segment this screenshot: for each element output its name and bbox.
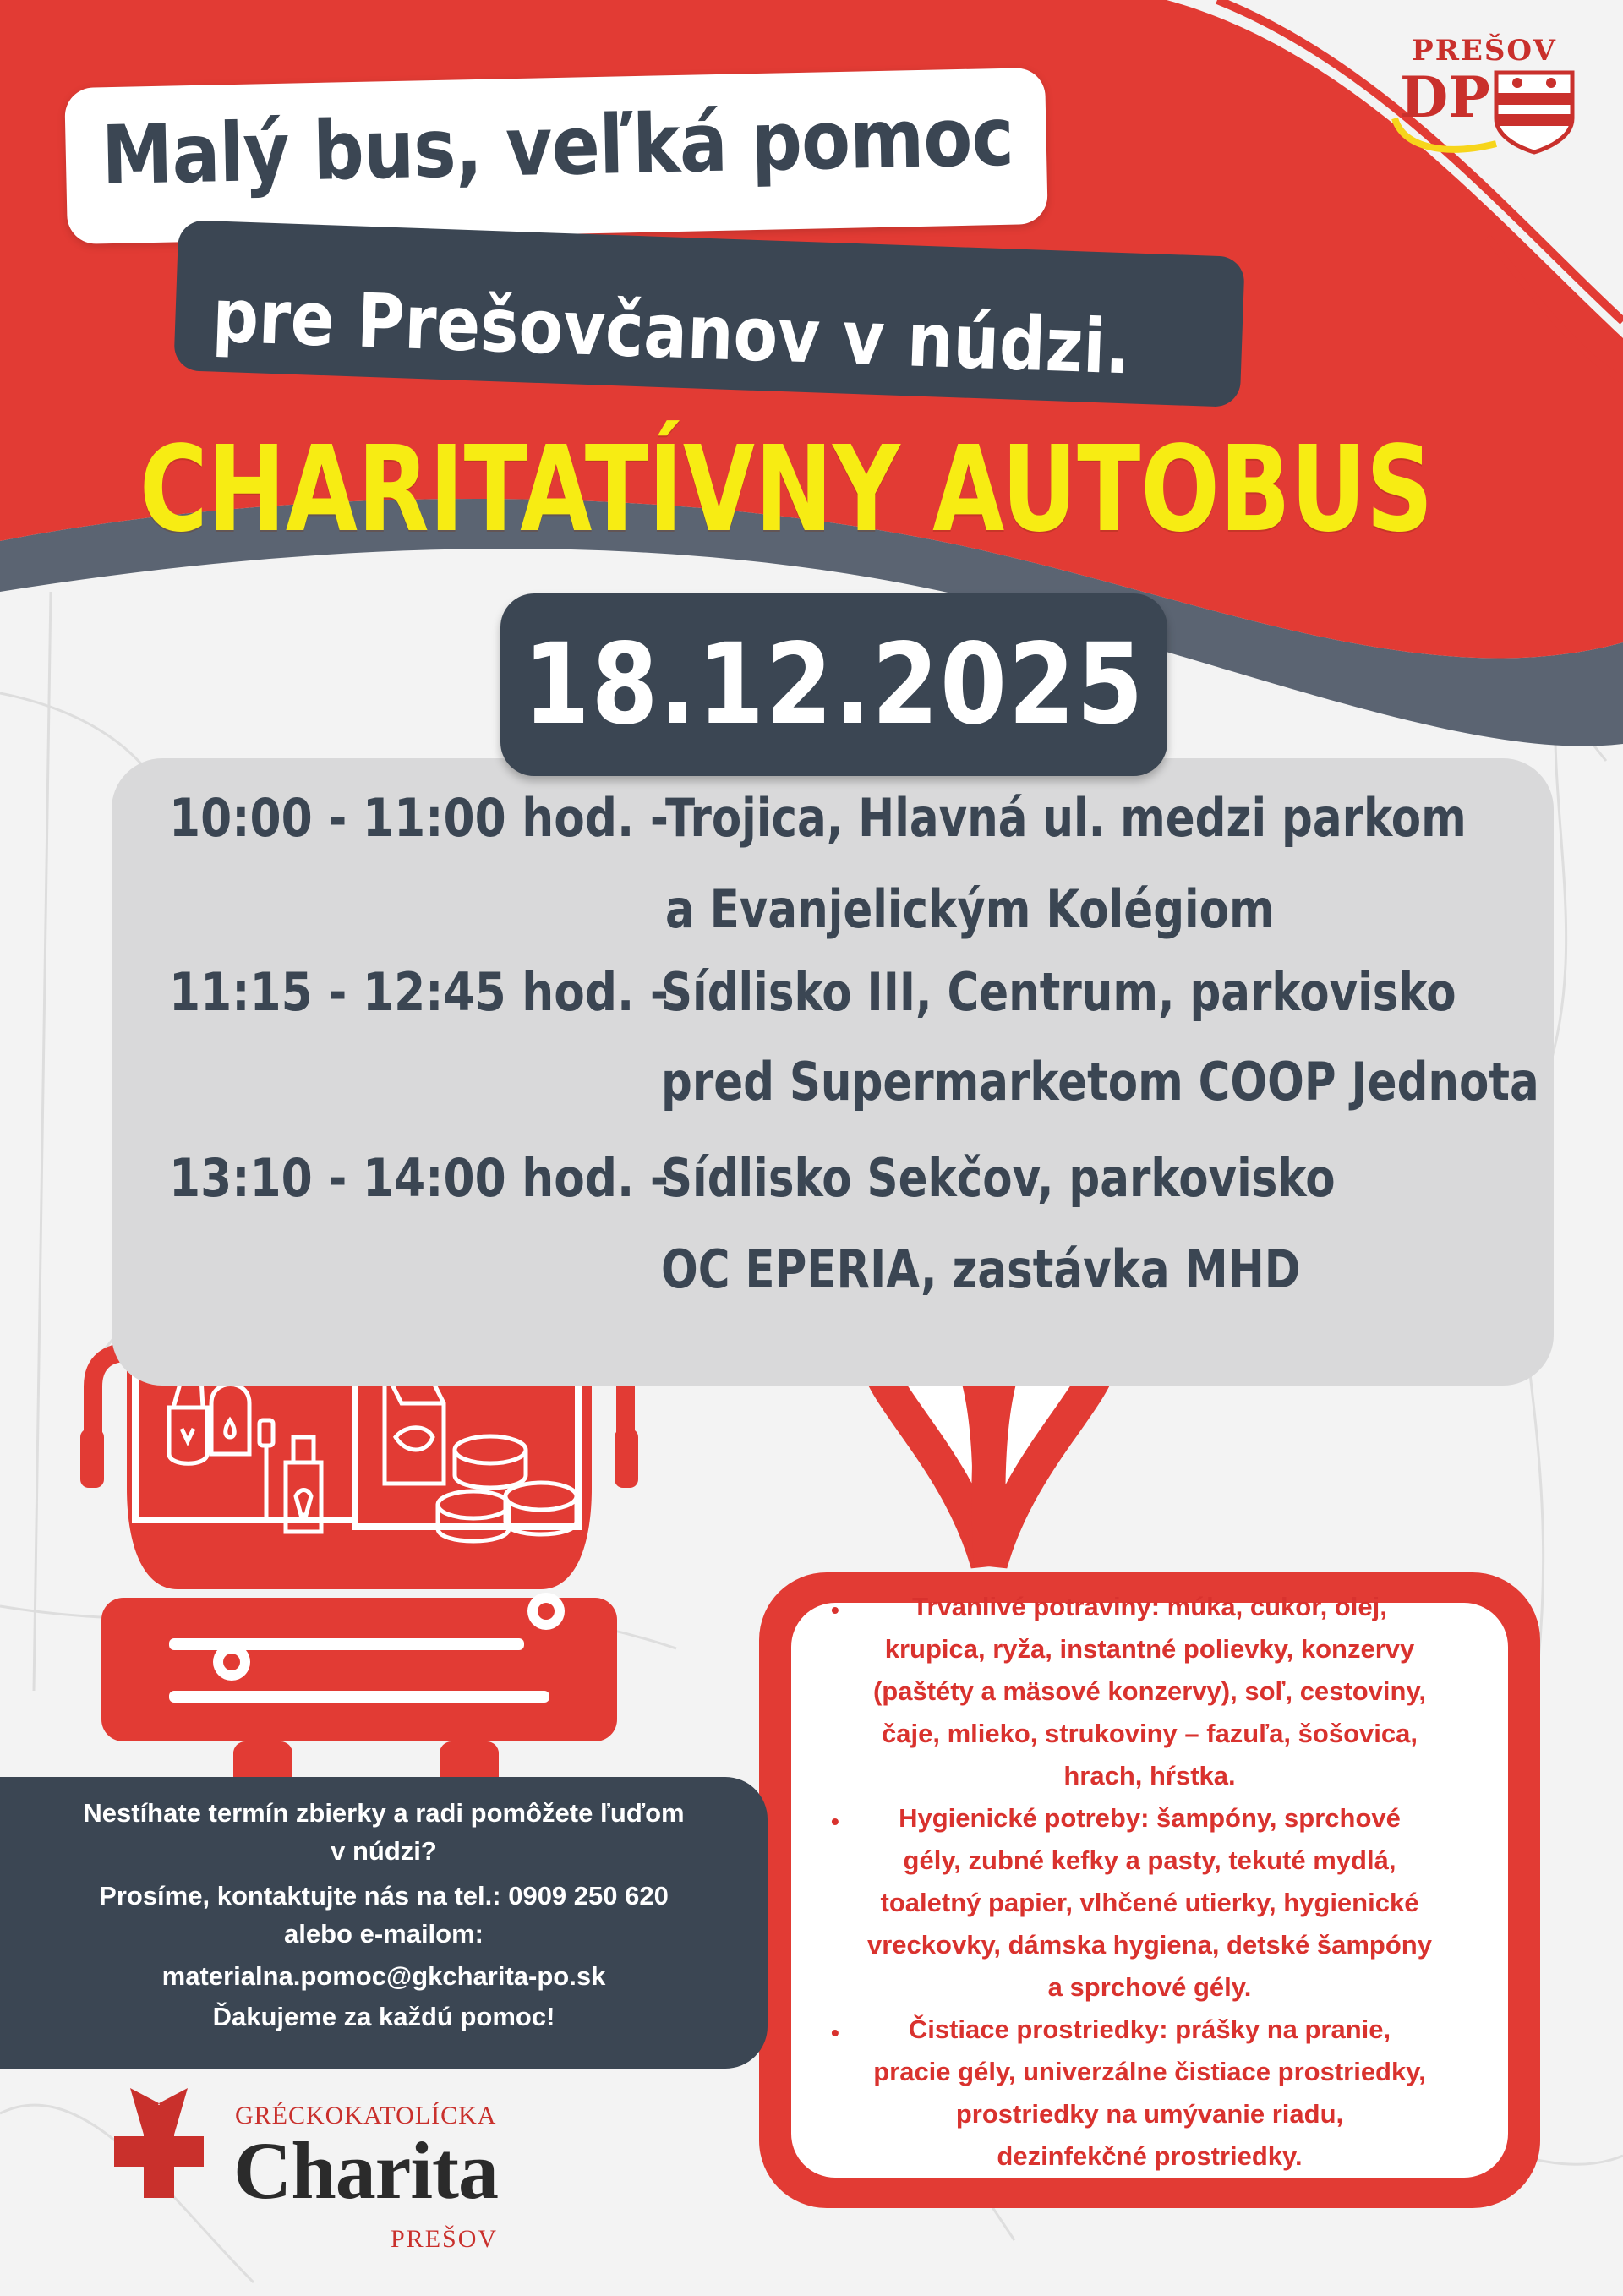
logo-dp-text: DP: [1400, 64, 1490, 130]
donation-line: Trvanlivé potraviny: múka, cukor, olej,: [912, 1592, 1387, 1621]
charita-prefix: GRÉCKOKATOLÍCKA: [235, 2102, 497, 2129]
donation-line: prostriedky na umývanie riadu,: [955, 2099, 1344, 2129]
donation-line: hrach, hŕstka.: [1063, 1761, 1236, 1790]
schedule-place: OC EPERIA, zastávka MHD: [661, 1238, 1301, 1300]
schedule-time: 11:15 - 12:45 hod. -: [169, 961, 669, 1023]
schedule-place: pred Supermarketom COOP Jednota: [661, 1051, 1539, 1112]
schedule-place: a Evanjelickým Kolégiom: [665, 878, 1275, 940]
bullet-icon: •: [831, 1597, 839, 1623]
donation-line: a sprchové gély.: [1047, 1972, 1252, 2002]
title-line1: Malý bus, veľká pomoc: [101, 89, 1014, 203]
schedule-time: 10:00 - 11:00 hod. -: [169, 787, 669, 849]
charita-city: PREŠOV: [391, 2225, 499, 2253]
donation-line: Hygienické potreby: šampóny, sprchové: [899, 1803, 1401, 1833]
donation-line: gély, zubné kefky a pasty, tekuté mydlá,: [903, 1845, 1396, 1875]
logo-city-text: PREŠOV: [1412, 34, 1557, 68]
title-line2: pre Prešovčanov v núdzi.: [210, 271, 1132, 391]
contact-line: alebo e-mailom:: [284, 1919, 484, 1949]
donation-line: vreckovky, dámska hygiena, detské šampóny: [867, 1930, 1432, 1960]
contact-email[interactable]: materialna.pomoc@gkcharita-po.sk: [161, 1961, 606, 1991]
donation-line: toaletný papier, vlhčené utierky, hygienické: [880, 1888, 1419, 1917]
bullet-icon: •: [831, 2020, 839, 2046]
bullet-icon: •: [831, 1808, 839, 1834]
schedule-place: Trojica, Hlavná ul. medzi parkom: [665, 787, 1467, 849]
contact-line: v núdzi?: [331, 1836, 437, 1866]
donation-line: krupica, ryža, instantné polievky, konzervy: [884, 1634, 1415, 1664]
dp-presov-logo: [1383, 32, 1586, 180]
donation-line: čaje, mlieko, strukoviny – fazuľa, šošovica,: [882, 1719, 1418, 1748]
donation-line: Čistiace prostriedky: prášky na pranie,: [908, 2014, 1391, 2044]
headline: CHARITATÍVNY AUTOBUS: [139, 421, 1434, 559]
schedule-time: 13:10 - 14:00 hod. -: [169, 1147, 669, 1209]
event-date: [500, 593, 1167, 776]
event-date-value: 18.12.2025: [522, 620, 1145, 750]
contact-line: Nestíhate termín zbierky a radi pomôžete ľuďom: [83, 1798, 685, 1828]
schedule-place: Sídlisko Sekčov, parkovisko: [661, 1147, 1336, 1209]
donation-line: (paštéty a mäsové konzervy), soľ, cestoviny,: [872, 1676, 1427, 1706]
contact-phone[interactable]: Prosíme, kontaktujte nás na tel.: 0909 250 620: [99, 1881, 669, 1911]
donation-line: dezinfekčné prostriedky.: [997, 2141, 1303, 2171]
donation-line: pracie gély, univerzálne čistiace prostriedky,: [873, 2057, 1426, 2086]
schedule-place: Sídlisko III, Centrum, parkovisko: [661, 961, 1456, 1023]
contact-line: Ďakujeme za každú pomoc!: [212, 2002, 555, 2031]
charita-name: Charita: [233, 2125, 498, 2216]
charita-cross-icon: [114, 2088, 204, 2198]
